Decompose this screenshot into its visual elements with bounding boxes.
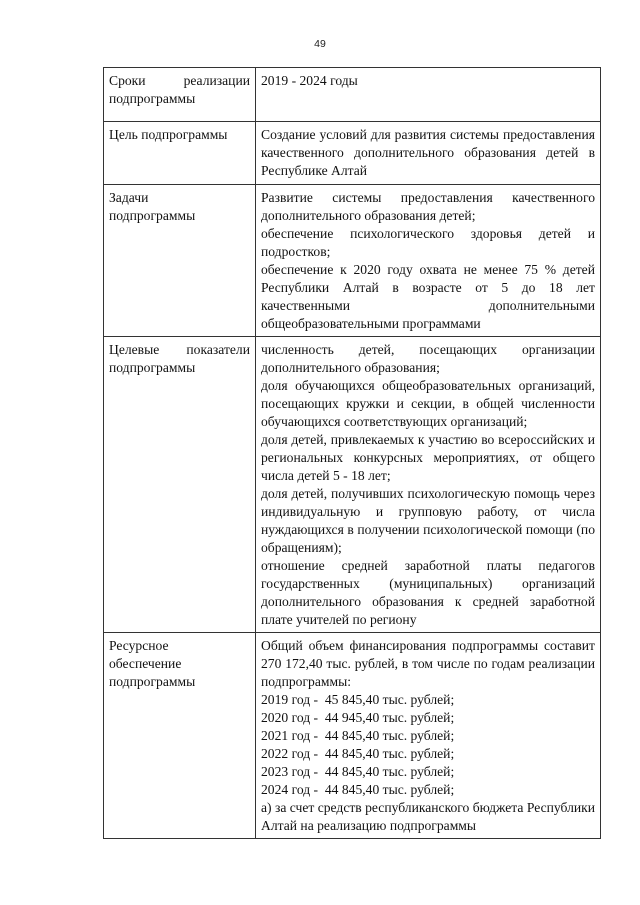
row-value (256, 633, 601, 839)
row-label (104, 185, 256, 337)
row-label-text: Ресурсное обеспечение подпрограммы (109, 638, 196, 689)
table-row-indicators (104, 337, 601, 633)
row-value-text: доля обучающихся общеобразовательных организаций, посещающих кружки и секции, в общей численности обучающихся соответствующих организаций; (261, 378, 595, 429)
funding-year-line: 2024 год - 44 845,40 тыс. рублей; (261, 782, 455, 797)
funding-year-line: 2023 год - 44 845,40 тыс. рублей; (261, 764, 455, 779)
table-row-tasks (104, 185, 601, 337)
row-value-text: а) за счет средств республиканского бюджета Республики Алтай на реализацию подпрограммы (261, 800, 596, 833)
row-value-text: обеспечение к 2020 году охвата не менее 75 % детей Республики Алтай в возрасте от 5 до 18 лет качественными дополнительными общеобразовательными программами (261, 262, 595, 331)
row-label (104, 122, 256, 185)
table-row-timeline (104, 68, 601, 122)
funding-year-line: 2020 год - 44 945,40 тыс. рублей; (261, 710, 455, 725)
row-value-text: Развитие системы предоставления качественного дополнительного образования детей; (261, 190, 595, 223)
row-value (256, 337, 601, 633)
row-value-text: Создание условий для развития системы предоставления качественного дополнительного образования детей в Республике Алтай (261, 127, 595, 178)
row-value-text: отношение средней заработной платы педагогов государственных (муниципальных) организаций дополнительного образования к средней заработной плате учителей по региону (261, 558, 595, 627)
row-value-text: обеспечение психологического здоровья детей и подростков; (261, 226, 595, 259)
row-label (104, 633, 256, 839)
row-value-text: доля детей, привлекаемых к участию во всероссийских и региональных конкурсных мероприятиях, от общего числа детей 5 - 18 лет; (261, 432, 595, 483)
page-number: 49 (314, 38, 326, 50)
table-row-goal (104, 122, 601, 185)
funding-year-line: 2019 год - 45 845,40 тыс. рублей; (261, 692, 455, 707)
subprogram-passport-table (103, 67, 601, 839)
row-value-text: численность детей, посещающих организации дополнительного образования; (261, 342, 595, 375)
row-value-text: Общий объем финансирования подпрограммы составит 270 172,40 тыс. рублей, в том числе по годам реализации подпрограммы: (261, 638, 595, 689)
row-label-text: Сроки реализации подпрограммы (109, 73, 250, 106)
row-value (256, 122, 601, 185)
funding-year-line: 2021 год - 44 845,40 тыс. рублей; (261, 728, 455, 743)
funding-year-line: 2022 год - 44 845,40 тыс. рублей; (261, 746, 455, 761)
row-label-text: Цель подпрограммы (109, 127, 228, 142)
row-label (104, 337, 256, 633)
row-value-text: доля детей, получивших психологическую помощь через индивидуальную и групповую работу, от числа нуждающихся в получении психологической помощи (по обращениям); (261, 486, 595, 555)
row-label (104, 68, 256, 122)
row-value-text: 2019 - 2024 годы (261, 73, 358, 88)
table-row-funding (104, 633, 601, 839)
row-label-text: Задачи подпрограммы (109, 190, 196, 223)
row-value (256, 68, 601, 122)
row-label-text: Целевые показатели подпрограммы (109, 342, 250, 375)
row-value (256, 185, 601, 337)
